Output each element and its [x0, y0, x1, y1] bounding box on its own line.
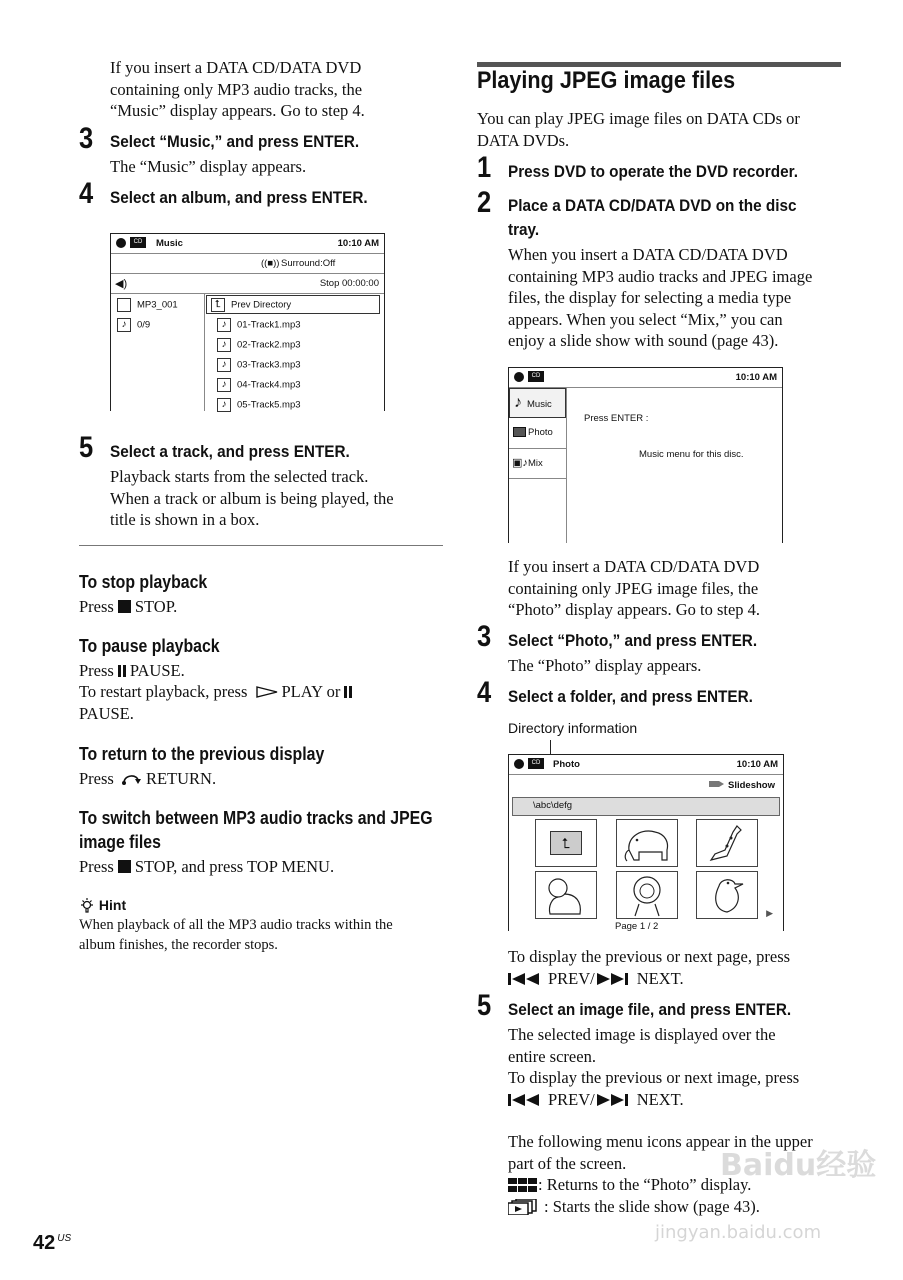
media-item-mix[interactable]: [509, 448, 566, 479]
image-thumbnail[interactable]: [696, 871, 758, 919]
surround-status: Surround:Off: [281, 258, 336, 269]
pause-icon: [344, 686, 347, 698]
directory-path-bar: [512, 797, 780, 816]
paragraph: [508, 556, 760, 621]
slideshow-label: Slideshow: [728, 780, 775, 791]
prompt: Press ENTER :: [584, 413, 649, 424]
text: To restart playback, press: [79, 682, 248, 701]
text-line: To display the previous or next page, press: [508, 947, 791, 966]
text-line: DATA DVDs.: [477, 130, 570, 150]
album-name: MP3_001: [137, 299, 178, 311]
media-item-photo[interactable]: [509, 418, 566, 449]
step-title: Select “Music,” and press ENTER.: [110, 132, 360, 151]
text: Press: [79, 661, 114, 680]
image-thumbnail[interactable]: [535, 871, 597, 919]
step-title: Select a folder, and press ENTER.: [508, 687, 753, 706]
page-number: [33, 1232, 71, 1255]
subheading: To stop playback: [79, 572, 208, 592]
text-line: “Photo” display appears. Go to step 4.: [508, 600, 761, 619]
track-label: 03-Track3.mp3: [237, 359, 301, 371]
text-line: Playback starts from the selected track.: [110, 467, 369, 486]
step-title: Select “Photo,” and press ENTER.: [508, 631, 758, 650]
playback-status: Stop 00:00:00: [319, 278, 379, 289]
stop-icon: [118, 600, 131, 613]
track-item[interactable]: [217, 338, 301, 352]
instruction: [79, 681, 356, 703]
text-line: containing MP3 audio tracks and JPEG image: [508, 266, 813, 286]
text-line: [508, 1089, 799, 1111]
music-note-icon: ♪: [117, 318, 131, 332]
icon-description: : Starts the slide show (page 43).: [544, 1197, 760, 1216]
text-line: “Music” display appears. Go to step 4.: [110, 101, 365, 120]
text-line: To display the previous or next image, press: [508, 1068, 800, 1087]
page-number-value: 42: [33, 1232, 56, 1254]
text-line: appears. When you select “Mix,” you can: [508, 309, 783, 329]
screen-title-bar: [111, 234, 384, 254]
hint-body: [79, 916, 393, 955]
cd-badge-icon: CD: [528, 758, 544, 769]
text-line: entire screen.: [508, 1046, 596, 1066]
page-suffix: US: [57, 1233, 72, 1244]
media-type-screen: [508, 367, 783, 543]
page-indicator: Page 1 / 2: [615, 921, 659, 932]
slideshow-arrow-icon: [709, 780, 725, 788]
text-line: The selected image is displayed over the: [508, 1025, 776, 1044]
clock: 10:10 AM: [337, 238, 379, 249]
subheading: To pause playback: [79, 636, 220, 656]
icon-legend-row: [508, 1196, 760, 1218]
instruction: [79, 768, 216, 790]
image-thumbnail[interactable]: [616, 871, 678, 919]
track-label: 01-Track1.mp3: [237, 319, 301, 331]
step-title: Press DVD to operate the DVD recorder.: [508, 162, 798, 181]
disc-icon: [116, 238, 126, 248]
music-note-icon: ♪: [217, 338, 231, 352]
step-title: Select an image file, and press ENTER.: [508, 1000, 792, 1019]
pause-icon: [118, 665, 121, 677]
step-title: Place a DATA CD/DATA DVD on the disc: [508, 196, 797, 215]
track-item[interactable]: [217, 358, 301, 372]
text-line: album finishes, the recorder stops.: [79, 936, 278, 953]
step-body: [508, 244, 812, 352]
disc-icon: [514, 372, 524, 382]
speaker-icon: ◀): [115, 278, 128, 290]
text: PREV/: [548, 968, 595, 988]
back-arrow-icon: ⮤: [211, 298, 225, 312]
media-label: Mix: [528, 458, 543, 469]
slideshow-button[interactable]: [709, 780, 775, 791]
text-line: If you insert a DATA CD/DATA DVD: [508, 557, 760, 576]
media-sidebar: [509, 388, 567, 543]
step-body: [110, 466, 394, 531]
icon-description: : Returns to the “Photo” display.: [538, 1175, 752, 1194]
elephant-icon: [617, 820, 677, 866]
step-number: 3: [477, 620, 492, 653]
text-line: [508, 968, 790, 990]
divider: [79, 545, 443, 546]
screen-title-bar: [509, 755, 783, 775]
music-note-icon: ♪: [217, 378, 231, 392]
text-line: The following menu icons appear in the upper: [508, 1132, 813, 1151]
text-line: You can play JPEG image files on DATA CDs or: [477, 109, 800, 128]
text: NEXT.: [636, 968, 684, 988]
watermark-brand: Baidu经验: [720, 1148, 877, 1183]
status-row: [111, 274, 384, 294]
left-intro: [110, 57, 365, 122]
surround-row: [111, 254, 384, 274]
return-icon: [121, 772, 143, 786]
text-line: containing only JPEG image files, the: [508, 578, 759, 598]
back-arrow-icon: ⮤: [550, 831, 582, 855]
step-number: 4: [79, 177, 94, 210]
folder-icon: [117, 298, 131, 312]
image-thumbnail[interactable]: [616, 819, 678, 867]
prev-directory-label: Prev Directory: [231, 299, 292, 311]
next-icon: [597, 973, 631, 985]
giraffe-icon: [697, 820, 757, 866]
album-count: [117, 318, 150, 332]
text-line: When playback of all the MP3 audio tracks within the: [79, 917, 393, 933]
media-item-music[interactable]: [509, 388, 566, 418]
instruction: [79, 856, 334, 878]
track-label: 05-Track5.mp3: [237, 399, 301, 411]
count: 0/9: [137, 319, 151, 331]
step-body: The “Photo” display appears.: [508, 656, 702, 675]
lion-icon: [617, 872, 677, 918]
text-line: PAUSE.: [79, 704, 134, 723]
text-line: When a track or album is being played, the: [110, 488, 394, 508]
screen-title: Photo: [553, 759, 580, 770]
text: NEXT.: [636, 1089, 684, 1109]
photo-icon: [513, 427, 526, 437]
text: PAUSE.: [129, 661, 185, 680]
track-item[interactable]: [217, 318, 301, 332]
text: PREV/: [548, 1089, 595, 1109]
text-line: files, the display for selecting a media type: [508, 288, 792, 307]
subheading: image files: [79, 832, 161, 852]
slideshow-row: [509, 775, 783, 795]
next-page-arrow-icon[interactable]: ▶: [766, 908, 773, 918]
prev-directory-item[interactable]: [206, 295, 380, 314]
surround-icon: ((■)): [261, 258, 280, 269]
media-label: Photo: [528, 427, 553, 438]
screen-title: Music: [156, 238, 183, 249]
play-icon: [256, 686, 278, 698]
next-icon: [597, 1094, 631, 1106]
hint-label: Hint: [98, 897, 127, 913]
section-intro: [477, 108, 800, 151]
bird-icon: [697, 872, 757, 918]
folder-up-thumbnail[interactable]: [535, 819, 597, 867]
music-note-icon: ♪: [217, 358, 231, 372]
text: STOP.: [134, 597, 178, 616]
photo-screen: [508, 754, 784, 931]
slideshow-icon: [508, 1199, 538, 1215]
subheading: To switch between MP3 audio tracks and JPEG: [79, 808, 433, 828]
media-message: Music menu for this disc.: [639, 449, 744, 460]
step-body: The “Music” display appears.: [110, 157, 307, 176]
divider: [204, 294, 205, 411]
text: Press: [79, 597, 114, 616]
track-label: 02-Track2.mp3: [237, 339, 301, 351]
clock: 10:10 AM: [736, 759, 778, 770]
step-title: Select a track, and press ENTER.: [110, 442, 350, 461]
stop-icon: [118, 860, 131, 873]
monkey-icon: [536, 872, 596, 918]
music-note-icon: ♪: [514, 394, 522, 411]
text: Press: [79, 857, 114, 876]
step-number: 1: [477, 151, 492, 184]
step-number: 3: [79, 122, 94, 155]
music-screen: [110, 233, 385, 411]
instruction: [79, 660, 185, 682]
step-number: 5: [79, 431, 94, 464]
callout-label: Directory information: [508, 720, 638, 736]
text-line: title is shown in a box.: [110, 510, 260, 529]
text: PLAY or: [281, 682, 341, 701]
step-number: 4: [477, 676, 492, 709]
instruction: [79, 596, 177, 618]
text-line: When you insert a DATA CD/DATA DVD: [508, 245, 788, 264]
prev-icon: [508, 973, 542, 985]
text: RETURN.: [145, 769, 217, 788]
text: STOP, and press TOP MENU.: [134, 857, 335, 876]
step-title: Select an album, and press ENTER.: [110, 188, 368, 207]
track-item[interactable]: [217, 378, 301, 392]
step-number: 5: [477, 989, 492, 1022]
clock: 10:10 AM: [735, 372, 777, 383]
image-thumbnail[interactable]: [696, 819, 758, 867]
directory-path: \abc\defg: [533, 800, 573, 811]
track-label: 04-Track4.mp3: [237, 379, 301, 391]
music-note-icon: ♪: [217, 398, 231, 412]
section-title: Playing JPEG image files: [477, 67, 736, 94]
text-line: enjoy a slide show with sound (page 43).: [508, 331, 779, 350]
step-number: 2: [477, 186, 492, 219]
track-item[interactable]: [217, 398, 301, 412]
hint-heading: [79, 897, 126, 913]
cd-badge-icon: CD: [130, 237, 146, 248]
step-body: [508, 1024, 799, 1110]
watermark-site: jingyan.baidu.com: [655, 1222, 822, 1243]
step-title: tray.: [508, 220, 540, 239]
text-line: containing only MP3 audio tracks, the: [110, 79, 363, 99]
disc-icon: [514, 759, 524, 769]
mix-icon: ▣♪: [512, 457, 528, 469]
text: Press: [79, 769, 114, 788]
prev-icon: [508, 1094, 542, 1106]
album-item[interactable]: [117, 298, 178, 312]
subheading: To return to the previous display: [79, 744, 325, 764]
icon-legend-row: [508, 1174, 751, 1196]
photo-grid-icon: [508, 1178, 538, 1192]
text-line: If you insert a DATA CD/DATA DVD: [110, 58, 362, 77]
screen-title-bar: [509, 368, 782, 388]
music-note-icon: ♪: [217, 318, 231, 332]
cd-badge-icon: CD: [528, 371, 544, 382]
lightbulb-icon: [79, 897, 95, 913]
text-line: part of the screen.: [508, 1153, 627, 1173]
media-label: Music: [527, 399, 552, 410]
paragraph: [508, 946, 790, 989]
